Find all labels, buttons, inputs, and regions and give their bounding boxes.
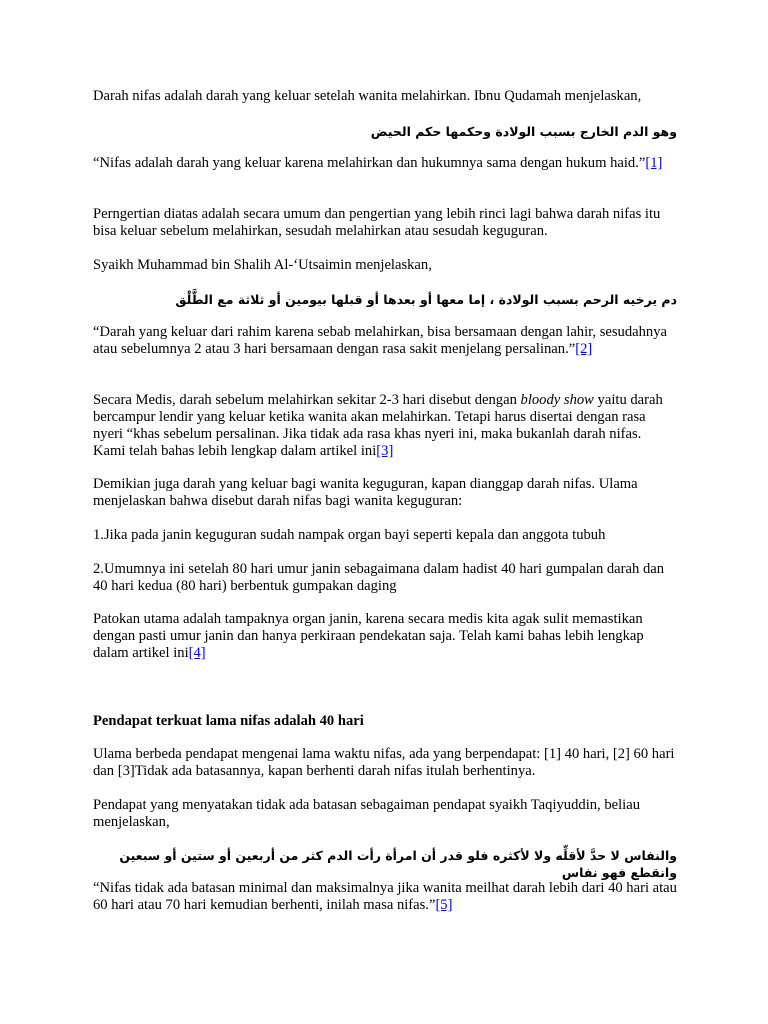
paragraph-main-benchmark-text: Patokan utama adalah tampaknya organ janin, karena secara medis kita agak sulit memastikan dengan pasti umur janin dan hanya perkiraan pendekatan saja. Telah kami bahas lebih lengkap dalam artikel ini [93,611,644,661]
arabic-quote-2: دم يرخيه الرحم بسبب الولادة ، إما معها أو بعدها أو قبلها بيومين أو ثلاثة مع الطَّلْق [175,292,677,307]
paragraph-medical [93,392,677,460]
paragraph-general-definition: Perngertian diatas adalah secara umum dan pengertian yang lebih rinci lagi bahwa darah nifas itu bisa keluar sebelum melahirkan, sesudah melahirkan atau sesudah keguguran. [93,206,661,239]
paragraph-intro-text: Darah nifas adalah darah yang keluar setelah wanita melahirkan. Ibnu Qudamah menjelaskan, [93,88,642,104]
paragraph-medical-text-a: Secara Medis, darah sebelum melahirkan sekitar 2-3 hari disebut dengan [93,392,521,408]
paragraph-nifas-definition-text: “Nifas adalah darah yang keluar karena melahirkan dan hukumnya sama dengan hukum haid.” [93,155,646,171]
bloody-show-term: bloody show [520,392,594,408]
arabic-quote-3: والنفاس لا حدَّ لأقلِّه ولا لأكثره فلو قدر أن امرأة رأت الدم كثر من أربعين أو ستين أو سبعين وانقطع فهو نفاس [119,848,677,880]
list-item-2: 2.Umumnya ini setelah 80 hari umur janin sebagaimana dalam hadist 40 hari gumpalan darah dan 40 hari kedua (80 hari) berbentuk gumpakan daging [93,561,665,594]
footnote-link-1[interactable]: [1] [645,155,663,171]
paragraph-intro [93,88,677,105]
footnote-link-3[interactable]: [3] [376,443,394,459]
paragraph-utsaimin-intro: Syaikh Muhammad bin Shalih Al-‘Utsaimin menjelaskan, [93,257,432,273]
list-item-1: 1.Jika pada janin keguguran sudah nampak organ bayi seperti kepala dan anggota tubuh [93,527,606,543]
paragraph-medical-text-b: yaitu darah bercampur lendir yang keluar ketika wanita akan melahirkan. Tetapi harus disertai dengan rasa nyeri “khas sebelum persalinan. Jika tidak ada rasa khas nyeri ini, maka bukanlah darah nifas. Kami telah bahas lebih lengkap dalam artikel ini [93,392,663,459]
paragraph-taqiyuddin-translation-text: “Nifas tidak ada batasan minimal dan maksimalnya jika wanita meilhat darah lebih dari 40 hari atau 60 hari atau 70 hari kemudian berhenti, inilah masa nifas.” [93,880,677,913]
footnote-link-5[interactable]: [5] [435,897,453,913]
paragraph-taqiyuddin: Pendapat yang menyatakan tidak ada batasan sebagaiman pendapat syaikh Taqiyuddin, beliau menjelaskan, [93,797,641,830]
paragraph-main-benchmark [93,611,677,662]
section-heading: Pendapat terkuat lama nifas adalah 40 hari [93,713,364,729]
paragraph-utsaimin-translation-text: “Darah yang keluar dari rahim karena sebab melahirkan, bisa bersamaan dengan lahir, sesudahnya atau sebelumnya 2 atau 3 hari bersamaan dengan rasa sakit menjelang persalinan.” [93,324,668,357]
paragraph-taqiyuddin-translation [93,880,677,914]
footnote-link-2[interactable]: [2] [575,341,593,357]
arabic-quote-1: وهو الدم الخارج بسبب الولادة وحكمها حكم الحيض [370,124,677,139]
paragraph-scholar-opinions: Ulama berbeda pendapat mengenai lama waktu nifas, ada yang berpendapat: [1] 40 hari, [2] 60 hari dan [3]Tidak ada batasannya, kapan berhenti darah nifas itulah berhentinya. [93,746,675,779]
paragraph-utsaimin-translation [93,324,677,358]
paragraph-miscarriage: Demikian juga darah yang keluar bagi wanita keguguran, kapan dianggap darah nifas. Ulama menjelaskan bahwa disebut darah nifas bagi wanita keguguran: [93,476,638,509]
paragraph-nifas-definition [93,155,677,172]
footnote-link-4[interactable]: [4] [188,645,206,661]
